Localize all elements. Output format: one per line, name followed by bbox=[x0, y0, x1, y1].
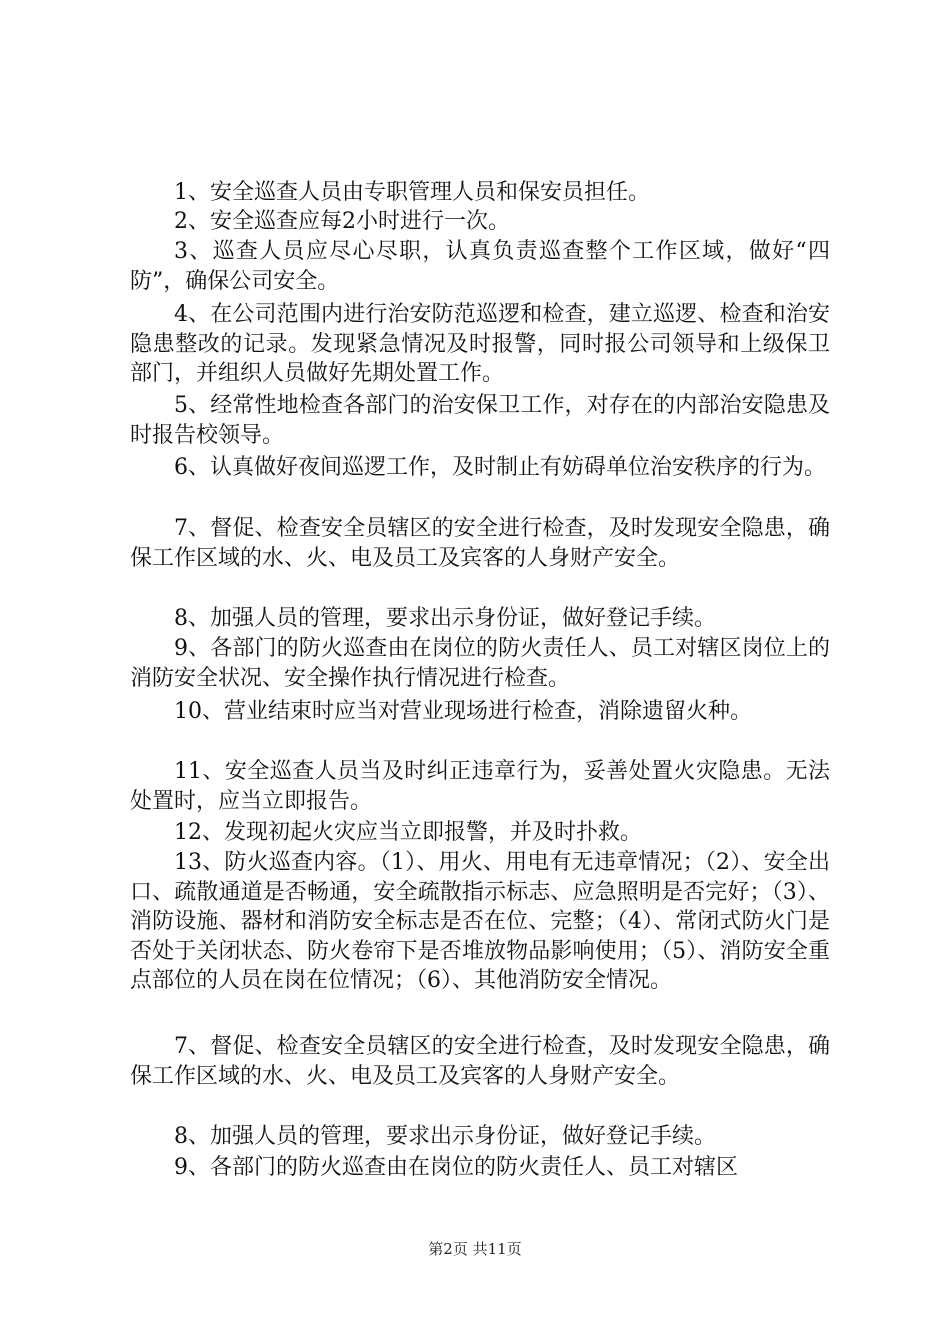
paragraph-2: 2、安全巡查应每2小时进行一次。 bbox=[174, 209, 510, 234]
paragraph-15: 8、加强人员的管理，要求出示身份证，做好登记手续。 bbox=[174, 1124, 716, 1149]
paragraph-3: 3、巡查人员应尽心尽职，认真负责巡查整个工作区域，做好“四防”，确保公司安全。 bbox=[130, 239, 830, 294]
page-number-footer: 第2页 共11页 bbox=[428, 1240, 522, 1258]
paragraph-16: 9、各部门的防火巡查由在岗位的防火责任人、员工对辖区 bbox=[174, 1155, 738, 1180]
paragraph-10: 10、营业结束时应当对营业现场进行检查，消除遗留火种。 bbox=[174, 699, 752, 724]
paragraph-1: 1、安全巡查人员由专职管理人员和保安员担任。 bbox=[174, 180, 650, 205]
paragraph-12: 12、发现初起火灾应当立即报警，并及时扑救。 bbox=[174, 820, 642, 845]
paragraph-13: 13、防火巡查内容。（1）、用火、用电有无违章情况；（2）、安全出口、疏散通道是否畅通，安全疏散指示标志、应急照明是否完好；（3）、消防设施、器材和消防安全标志是否在位、完整；（4）、常闭式防火门是否处于关闭状态、防火卷帘下是否堆放物品影响使用；（5）、消防安全重点部位的人员在岗在位情况；（6）、其他消防安全情况。 bbox=[130, 850, 830, 993]
paragraph-9: 9、各部门的防火巡查由在岗位的防火责任人、员工对辖区岗位上的消防安全状况、安全操作执行情况进行检查。 bbox=[130, 636, 830, 691]
paragraph-5: 5、经常性地检查各部门的治安保卫工作，对存在的内部治安隐患及时报告校领导。 bbox=[130, 393, 830, 448]
paragraph-14: 7、督促、检查安全员辖区的安全进行检查，及时发现安全隐患，确保工作区域的水、火、电及员工及宾客的人身财产安全。 bbox=[130, 1034, 830, 1089]
paragraph-8: 8、加强人员的管理，要求出示身份证，做好登记手续。 bbox=[174, 606, 716, 631]
paragraph-4: 4、在公司范围内进行治安防范巡逻和检查，建立巡逻、检查和治安隐患整改的记录。发现紧急情况及时报警，同时报公司领导和上级保卫部门，并组织人员做好先期处置工作。 bbox=[130, 302, 830, 386]
paragraph-6: 6、认真做好夜间巡逻工作，及时制止有妨碍单位治安秩序的行为。 bbox=[174, 455, 826, 480]
paragraph-7: 7、督促、检查安全员辖区的安全进行检查，及时发现安全隐患，确保工作区域的水、火、电及员工及宾客的人身财产安全。 bbox=[130, 516, 830, 571]
paragraph-11: 11、安全巡查人员当及时纠正违章行为，妥善处置火灾隐患。无法处置时，应当立即报告。 bbox=[130, 759, 830, 814]
